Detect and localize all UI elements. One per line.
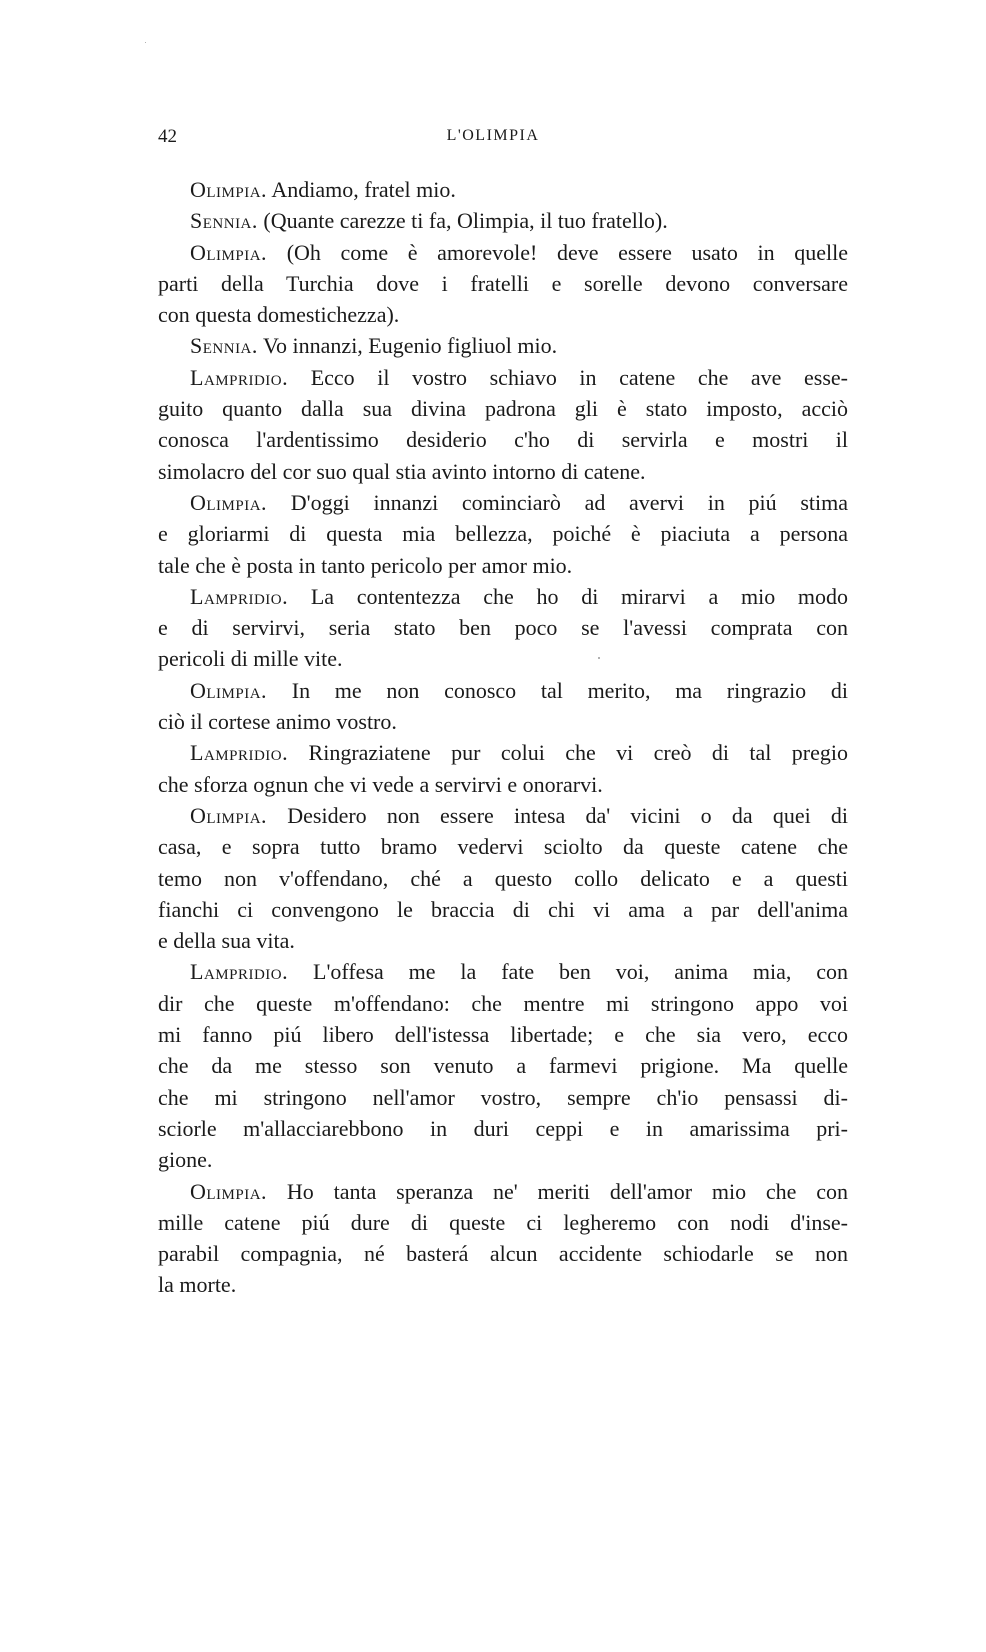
line-text: casa, e sopra tutto bramo vedervi sciolto da queste catene che	[158, 834, 848, 860]
line-text: In me non conosco tal merito, ma ringrazio di	[291, 677, 848, 703]
speaker-name: Lampridio.	[190, 740, 289, 766]
speech-paragraph	[158, 174, 848, 205]
speech-paragraph	[158, 675, 848, 738]
line-text: sciorle m'allacciarebbono in duri ceppi e in amarissima pri-	[158, 1115, 848, 1141]
speaker-name: Olimpia.	[190, 802, 268, 828]
speech-paragraph	[158, 205, 848, 236]
line-text: (Quante carezze ti fa, Olimpia, il tuo fratello).	[263, 208, 668, 234]
page-body	[158, 174, 848, 1301]
speech-paragraph	[158, 362, 848, 487]
line-text: che da me stesso son venuto a farmevi prigione. Ma quelle	[158, 1053, 848, 1079]
text-line	[158, 894, 848, 925]
text-line	[158, 863, 848, 894]
text-line	[158, 1176, 848, 1207]
text-line	[158, 1050, 848, 1081]
text-line	[158, 988, 848, 1019]
text-line	[158, 237, 848, 268]
running-title: L'OLIMPIA	[446, 127, 540, 144]
line-text: e gloriarmi di questa mia bellezza, poiché è piaciuta a persona	[158, 521, 848, 547]
speech-paragraph	[158, 330, 848, 361]
speaker-name: Lampridio.	[190, 583, 289, 609]
line-text: con questa domestichezza).	[158, 302, 400, 328]
speech-paragraph	[158, 1176, 848, 1301]
line-text: e della sua vita.	[158, 928, 295, 954]
text-line	[158, 1269, 848, 1300]
line-text: temo non v'offendano, ché a questo collo delicato e a questi	[158, 865, 848, 891]
speech-paragraph	[158, 956, 848, 1175]
line-text: guito quanto dalla sua divina padrona gli è stato imposto, acciò	[158, 396, 848, 422]
text-line	[158, 393, 848, 424]
text-line	[158, 1019, 848, 1050]
text-line	[158, 1207, 848, 1238]
text-line	[158, 174, 848, 205]
line-text: conosca l'ardentissimo desiderio c'ho di servirla e mostri il	[158, 427, 848, 453]
line-text: parabil compagnia, né basterá alcun accidente schiodarle se non	[158, 1241, 848, 1267]
text-line	[158, 643, 848, 674]
speaker-name: Olimpia.	[190, 1178, 268, 1204]
line-text: fianchi ci convengono le braccia di chi vi ama a par dell'anima	[158, 896, 848, 922]
line-text: ciò il cortese animo vostro.	[158, 709, 397, 735]
text-line	[158, 706, 848, 737]
speaker-name: Olimpia.	[190, 489, 268, 515]
speech-paragraph	[158, 737, 848, 800]
speaker-name: Lampridio.	[190, 959, 289, 985]
line-text: pericoli di mille vite.	[158, 646, 343, 672]
line-text: mille catene piú dure di queste ci legheremo con nodi d'inse-	[158, 1209, 848, 1235]
text-line	[158, 956, 848, 987]
line-text: dir che queste m'offendano: che mentre mi stringono appo voi	[158, 990, 848, 1016]
line-text: la morte.	[158, 1272, 237, 1298]
text-line	[158, 831, 848, 862]
line-text: Andiamo, fratel mio.	[271, 177, 456, 202]
text-line	[158, 769, 848, 800]
line-text: L'offesa me la fate ben voi, anima mia, con	[313, 959, 848, 985]
line-text: e di servirvi, seria stato ben poco se l'avessi comprata con	[158, 615, 848, 641]
text-line	[158, 1144, 848, 1175]
text-line	[158, 1082, 848, 1113]
line-text: La contentezza che ho di mirarvi a mio modo	[310, 583, 849, 609]
print-speck	[598, 657, 600, 659]
text-line	[158, 800, 848, 831]
print-speck	[145, 42, 146, 43]
speech-paragraph	[158, 581, 848, 675]
text-line	[158, 737, 848, 768]
line-text: gione.	[158, 1147, 213, 1173]
line-text: che mi stringono nell'amor vostro, sempre ch'io pensassi di-	[158, 1084, 848, 1110]
speech-paragraph	[158, 800, 848, 956]
text-line	[158, 518, 848, 549]
speaker-name: Olimpia.	[190, 177, 268, 202]
text-line	[158, 1238, 848, 1269]
speech-paragraph	[158, 487, 848, 581]
text-line	[158, 925, 848, 956]
speaker-name: Sennia.	[190, 333, 258, 359]
line-text: simolacro del cor suo qual stia avinto intorno di catene.	[158, 458, 646, 484]
line-text: che sforza ognun che vi vede a servirvi e onorarvi.	[158, 771, 603, 797]
text-line	[158, 299, 848, 330]
text-line	[158, 456, 848, 487]
text-line	[158, 1113, 848, 1144]
line-text: mi fanno piú libero dell'istessa libertade; e che sia vero, ecco	[158, 1022, 848, 1048]
text-line	[158, 675, 848, 706]
line-text: parti della Turchia dove i fratelli e sorelle devono conversare	[158, 270, 848, 296]
text-line	[158, 612, 848, 643]
text-line	[158, 550, 848, 581]
line-text: tale che è posta in tanto pericolo per amor mio.	[158, 552, 573, 578]
line-text: Ho tanta speranza ne' meriti dell'amor mio che con	[286, 1178, 849, 1204]
speaker-name: Olimpia.	[190, 239, 268, 265]
speaker-name: Lampridio.	[190, 364, 289, 390]
page-number: 42	[158, 126, 177, 147]
text-line	[158, 205, 848, 236]
line-text: Ecco il vostro schiavo in catene che ave esse-	[310, 364, 849, 390]
line-text: Ringraziatene pur colui che vi creò di tal pregio	[308, 740, 849, 766]
text-line	[158, 268, 848, 299]
text-line	[158, 581, 848, 612]
text-line	[158, 362, 848, 393]
line-text: D'oggi innanzi cominciarò ad avervi in piú stima	[290, 489, 849, 515]
line-text: (Oh come è amorevole! deve essere usato in quelle	[286, 239, 849, 265]
text-line	[158, 487, 848, 518]
line-text: Vo innanzi, Eugenio figliuol mio.	[263, 333, 558, 359]
speaker-name: Sennia.	[190, 208, 258, 234]
line-text: Desidero non essere intesa da' vicini o da quei di	[287, 802, 848, 828]
text-line	[158, 330, 848, 361]
speaker-name: Olimpia.	[190, 677, 268, 703]
speech-paragraph	[158, 237, 848, 331]
text-line	[158, 424, 848, 455]
